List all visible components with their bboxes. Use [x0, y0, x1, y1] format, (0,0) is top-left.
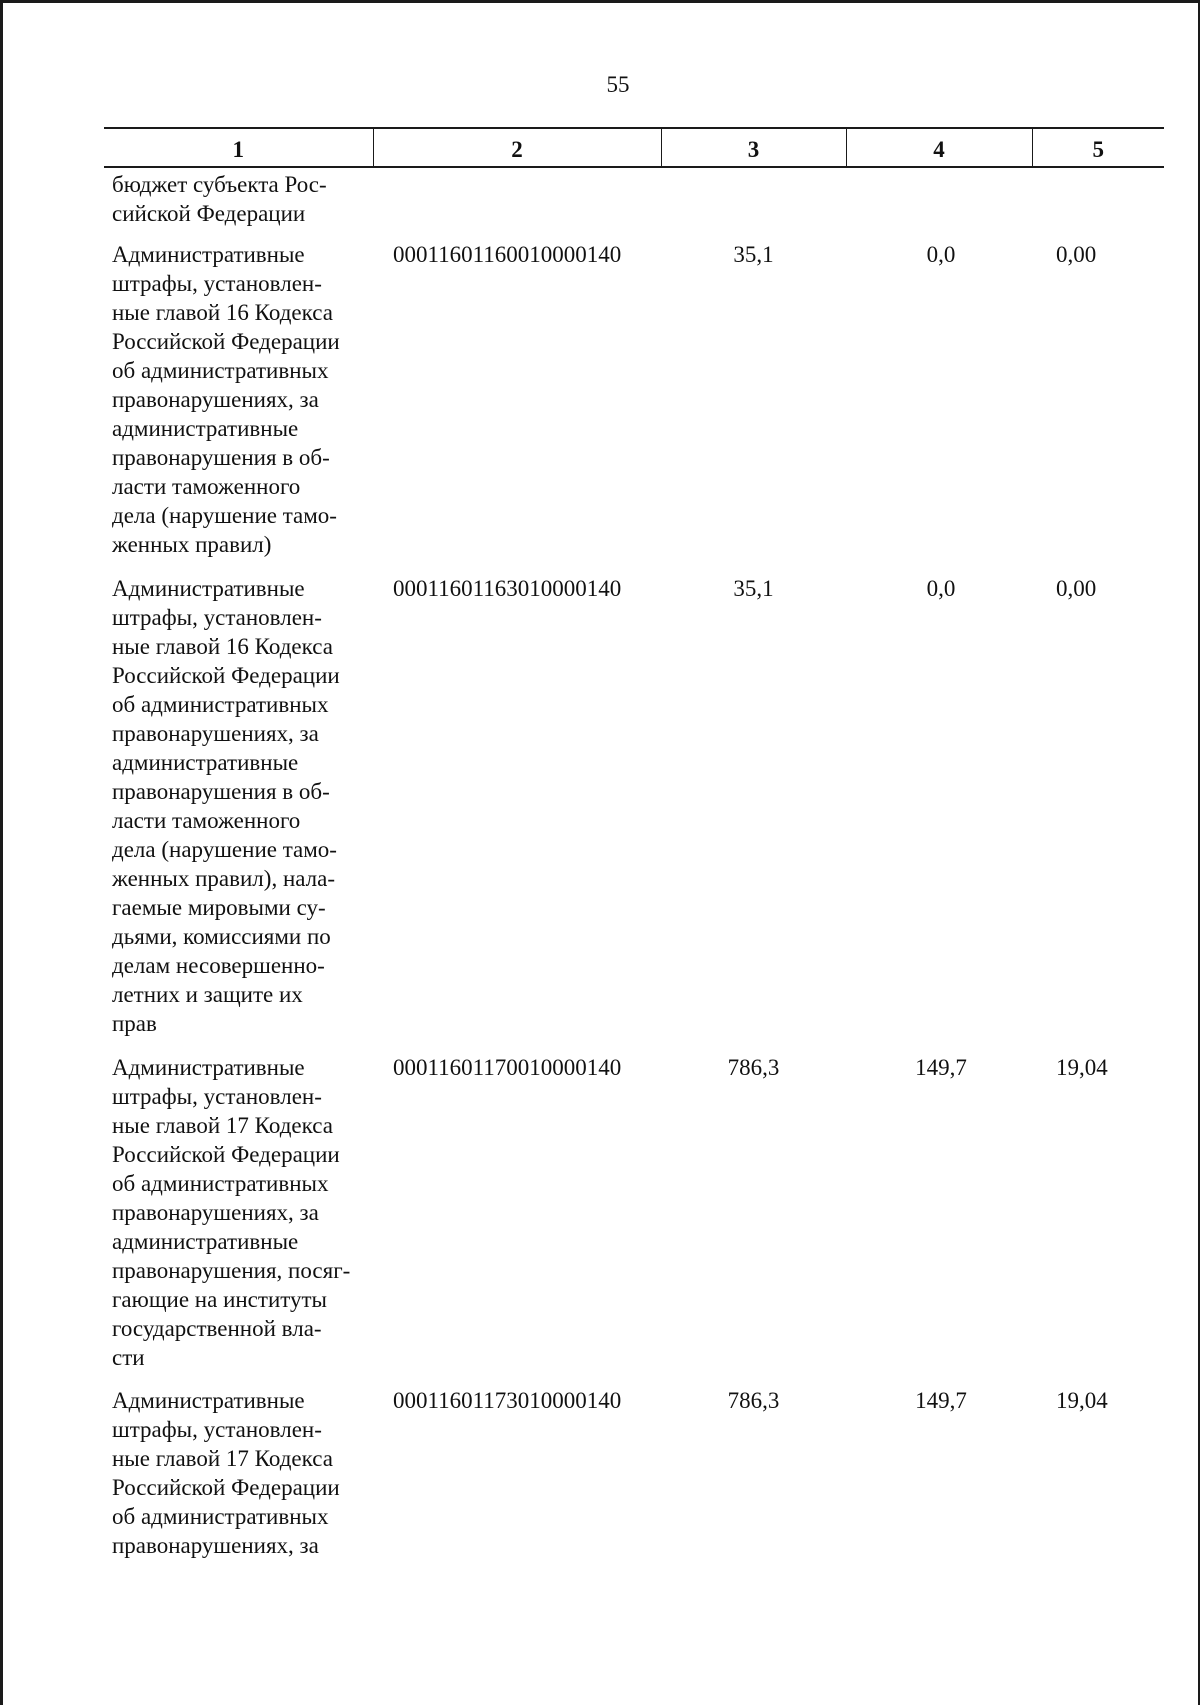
name-line: правонарушения в об-: [112, 779, 330, 804]
name-line: Административные: [112, 576, 305, 601]
name-line: Административные: [112, 1388, 305, 1413]
name-line: гающие на институты: [112, 1287, 328, 1312]
row-name-cell: [104, 240, 373, 574]
row-col4-cell: 149,7: [915, 1388, 967, 1413]
name-line: правонарушения, посяг-: [112, 1258, 351, 1283]
row-code-cell: 00011601173010000140: [393, 1388, 622, 1413]
budget-table-container: [104, 127, 1164, 1560]
row-code-cell: 00011601170010000140: [393, 1055, 622, 1080]
name-line: прав: [112, 1011, 157, 1036]
name-line: женных правил): [112, 532, 272, 557]
name-line: Российской Федерации: [112, 1475, 340, 1500]
row-col4-cell: 0,0: [926, 242, 956, 267]
name-line: государственной вла-: [112, 1316, 322, 1341]
name-line: женных правил), нала-: [112, 866, 336, 891]
name-line: дела (нарушение тамо-: [112, 837, 337, 862]
row-name-cell: [104, 167, 373, 240]
name-line: ные главой 17 Кодекса: [112, 1113, 333, 1138]
name-line: Российской Федерации: [112, 1142, 340, 1167]
name-line: ные главой 16 Кодекса: [112, 300, 333, 325]
name-line: штрафы, установлен-: [112, 605, 322, 630]
name-line: административные: [112, 750, 299, 775]
name-line: Административные: [112, 242, 305, 267]
row-col5-cell: 19,04: [1056, 1388, 1108, 1413]
name-line: правонарушениях, за: [112, 721, 319, 746]
name-line: дела (нарушение тамо-: [112, 503, 337, 528]
name-line: правонарушениях, за: [112, 1200, 319, 1225]
column-header-5: 5: [1032, 128, 1164, 167]
name-line: ласти таможенного: [112, 474, 301, 499]
name-line: правонарушениях, за: [112, 1533, 319, 1558]
row-col5-cell: 0,00: [1056, 242, 1097, 267]
page-number: 55: [606, 72, 630, 97]
name-line: об административных: [112, 1171, 329, 1196]
name-line: летних и защите их: [112, 982, 303, 1007]
row-col4-cell: 149,7: [915, 1055, 967, 1080]
name-line: бюджет субъекта Рос-: [112, 172, 327, 197]
name-line: дьями, комиссиями по: [112, 924, 331, 949]
budget-table: [104, 127, 1164, 1560]
name-line: административные: [112, 416, 299, 441]
table-body: [104, 167, 1164, 1560]
name-line: Административные: [112, 1055, 305, 1080]
row-col4-cell: [846, 167, 1032, 240]
name-line: штрафы, установлен-: [112, 1417, 322, 1442]
name-line: правонарушениях, за: [112, 387, 319, 412]
row-code-cell: 00011601160010000140: [393, 242, 622, 267]
table-row: [104, 167, 1164, 240]
row-col3-cell: 786,3: [727, 1055, 780, 1080]
row-name-cell: [104, 1386, 373, 1560]
table-row: [104, 1386, 1164, 1560]
row-col3-cell: 35,1: [733, 242, 774, 267]
name-line: административные: [112, 1229, 299, 1254]
row-col4-cell: 0,0: [926, 576, 956, 601]
name-line: правонарушения в об-: [112, 445, 330, 470]
row-col5-cell: 0,00: [1056, 576, 1097, 601]
column-header-4: 4: [846, 128, 1032, 167]
row-col3-cell: [661, 167, 846, 240]
name-line: ласти таможенного: [112, 808, 301, 833]
row-name-cell: [104, 574, 373, 1053]
name-line: сийской Федерации: [112, 201, 306, 226]
table-row: [104, 1053, 1164, 1386]
scan-border-top: [0, 0, 1200, 3]
name-line: штрафы, установлен-: [112, 271, 322, 296]
row-col5-cell: [1032, 167, 1164, 240]
column-header-1: 1: [104, 128, 373, 167]
table-header: [104, 128, 1164, 167]
row-col3-cell: 35,1: [733, 576, 774, 601]
name-line: сти: [112, 1345, 145, 1370]
table-row: [104, 574, 1164, 1053]
column-header-3: 3: [661, 128, 846, 167]
name-line: ные главой 16 Кодекса: [112, 634, 333, 659]
table-row: [104, 240, 1164, 574]
name-line: Российской Федерации: [112, 329, 340, 354]
header-row: [104, 128, 1164, 167]
scan-border-left: [0, 0, 3, 1705]
name-line: ные главой 17 Кодекса: [112, 1446, 333, 1471]
name-line: Российской Федерации: [112, 663, 340, 688]
name-line: штрафы, установлен-: [112, 1084, 322, 1109]
name-line: об административных: [112, 1504, 329, 1529]
row-name-cell: [104, 1053, 373, 1386]
name-line: об административных: [112, 358, 329, 383]
column-header-2: 2: [373, 128, 661, 167]
name-line: делам несовершенно-: [112, 953, 325, 978]
row-col5-cell: 19,04: [1056, 1055, 1108, 1080]
name-line: об административных: [112, 692, 329, 717]
row-col3-cell: 786,3: [727, 1388, 780, 1413]
row-code-cell: 00011601163010000140: [393, 576, 622, 601]
name-line: гаемые мировыми су-: [112, 895, 326, 920]
row-code-cell: [373, 167, 661, 240]
